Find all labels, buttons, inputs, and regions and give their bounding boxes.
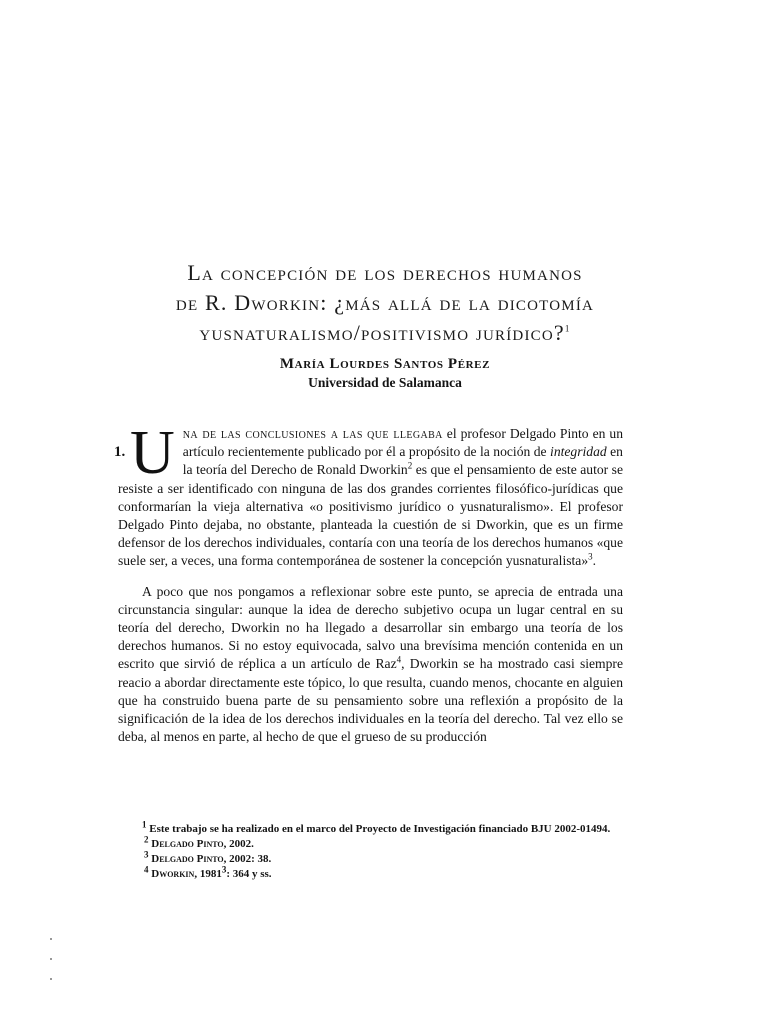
title-line-3-text: yusnaturalismo/positivismo jurídico? <box>199 320 565 345</box>
footnote-4-pages: : 364 y ss. <box>226 868 272 880</box>
footnote-ref-3: 3 <box>588 551 593 562</box>
footnote-4 <box>122 864 622 882</box>
footnote-1-number: 1 <box>142 819 147 830</box>
italic-term-integridad: integridad <box>550 444 607 460</box>
footnote-3-text: , 2002: 38. <box>223 853 272 865</box>
section-number: 1. <box>114 444 126 460</box>
footnote-2-number: 2 <box>144 834 149 845</box>
drop-cap: U <box>130 419 175 487</box>
title-line-2: de R. Dworkin: ¿más allá de la dicotomía <box>175 290 595 315</box>
scan-speck <box>50 938 52 940</box>
scan-speck <box>50 978 52 980</box>
author-name: María Lourdes Santos Pérez <box>279 356 491 372</box>
title-block <box>100 258 670 391</box>
author-affiliation: Universidad de Salamanca <box>308 375 462 390</box>
footnote-4-author: Dworkin <box>151 868 195 880</box>
lead-in-small-caps: na de las conclusiones a las que llegaba <box>182 426 443 441</box>
paragraph-1-text-c: es que el pensamiento de este autor se resiste a ser identificado con ninguna de las dos grandes corrientes filosófico-jurídicas que conformarían la vieja alternativa «o positivismo jurídico o yusnaturalismo». El profesor Delgado Pinto dejaba, no obstante, planteada la cuestión de si Dworkin, que es un firme defensor de los derechos individuales, contaría con una teoría de los derechos humanos «que suele ser, a veces, una forma contemporánea de sostener la concepción yusnaturalista» <box>118 462 624 569</box>
footnote-2 <box>122 834 622 852</box>
paragraph-1 <box>118 419 624 571</box>
footnote-1 <box>122 819 622 837</box>
title-line-1: La concepción de los derechos humanos <box>187 260 583 285</box>
paragraph-2 <box>118 583 623 747</box>
paragraph-2-text-b: , Dworkin se ha mostrado casi siempre reacio a abordar directamente este tópico, lo que resulta, cuando menos, chocante en alguien que ha construido buena parte de su pensamiento sobre una reflexión a propósito de la significación de la idea de los derechos individuales en la teoría del derecho. Tal vez ello se deba, al menos en parte, al hecho de que el grueso de su producción <box>118 656 623 745</box>
footnote-1-text: Este trabajo se ha realizado en el marco del Proyecto de Investigación financiado BJU 2002-01494. <box>149 823 611 835</box>
footnote-2-text: , 2002. <box>223 838 254 850</box>
footnote-4-number: 4 <box>144 864 149 875</box>
paragraph-1-text-d: . <box>592 553 597 569</box>
footnote-2-author: Delgado Pinto <box>151 838 224 850</box>
footnotes <box>122 819 622 882</box>
paragraph-2-text-a: A poco que nos pongamos a reflexionar sobre este punto, se aprecia de entrada una circunstancia singular: aunque la idea de derecho subjetivo ocupa un lugar central en su teoría del derecho, Dworkin no ha llegado a desarrollar sin embargo una teoría de los derechos humanos. Si no estoy equivocada, salvo una brevísima mención contenida en un escrito que sirvió de réplica a un artículo de Raz <box>118 583 623 672</box>
footnote-ref-2: 2 <box>407 460 413 471</box>
footnote-3-number: 3 <box>144 849 149 860</box>
footnote-3-author: Delgado Pinto <box>151 853 224 865</box>
article-body <box>114 419 624 746</box>
footnote-3 <box>122 849 622 867</box>
footnote-ref-4: 4 <box>396 654 402 665</box>
title-footnote-ref: 1 <box>564 323 571 334</box>
title-line-3 <box>100 318 670 348</box>
paragraph-1-text-b: en la teoría del Derecho de Ronald Dworkin <box>182 444 623 478</box>
paragraph-1-text-a: el profesor Delgado Pinto en un artículo recientemente publicado por él a propósito de la noción de <box>182 426 623 460</box>
footnote-4-edition: 3 <box>221 864 227 875</box>
scan-speck <box>50 958 52 960</box>
footnote-4-year: , 1981 <box>194 868 222 880</box>
